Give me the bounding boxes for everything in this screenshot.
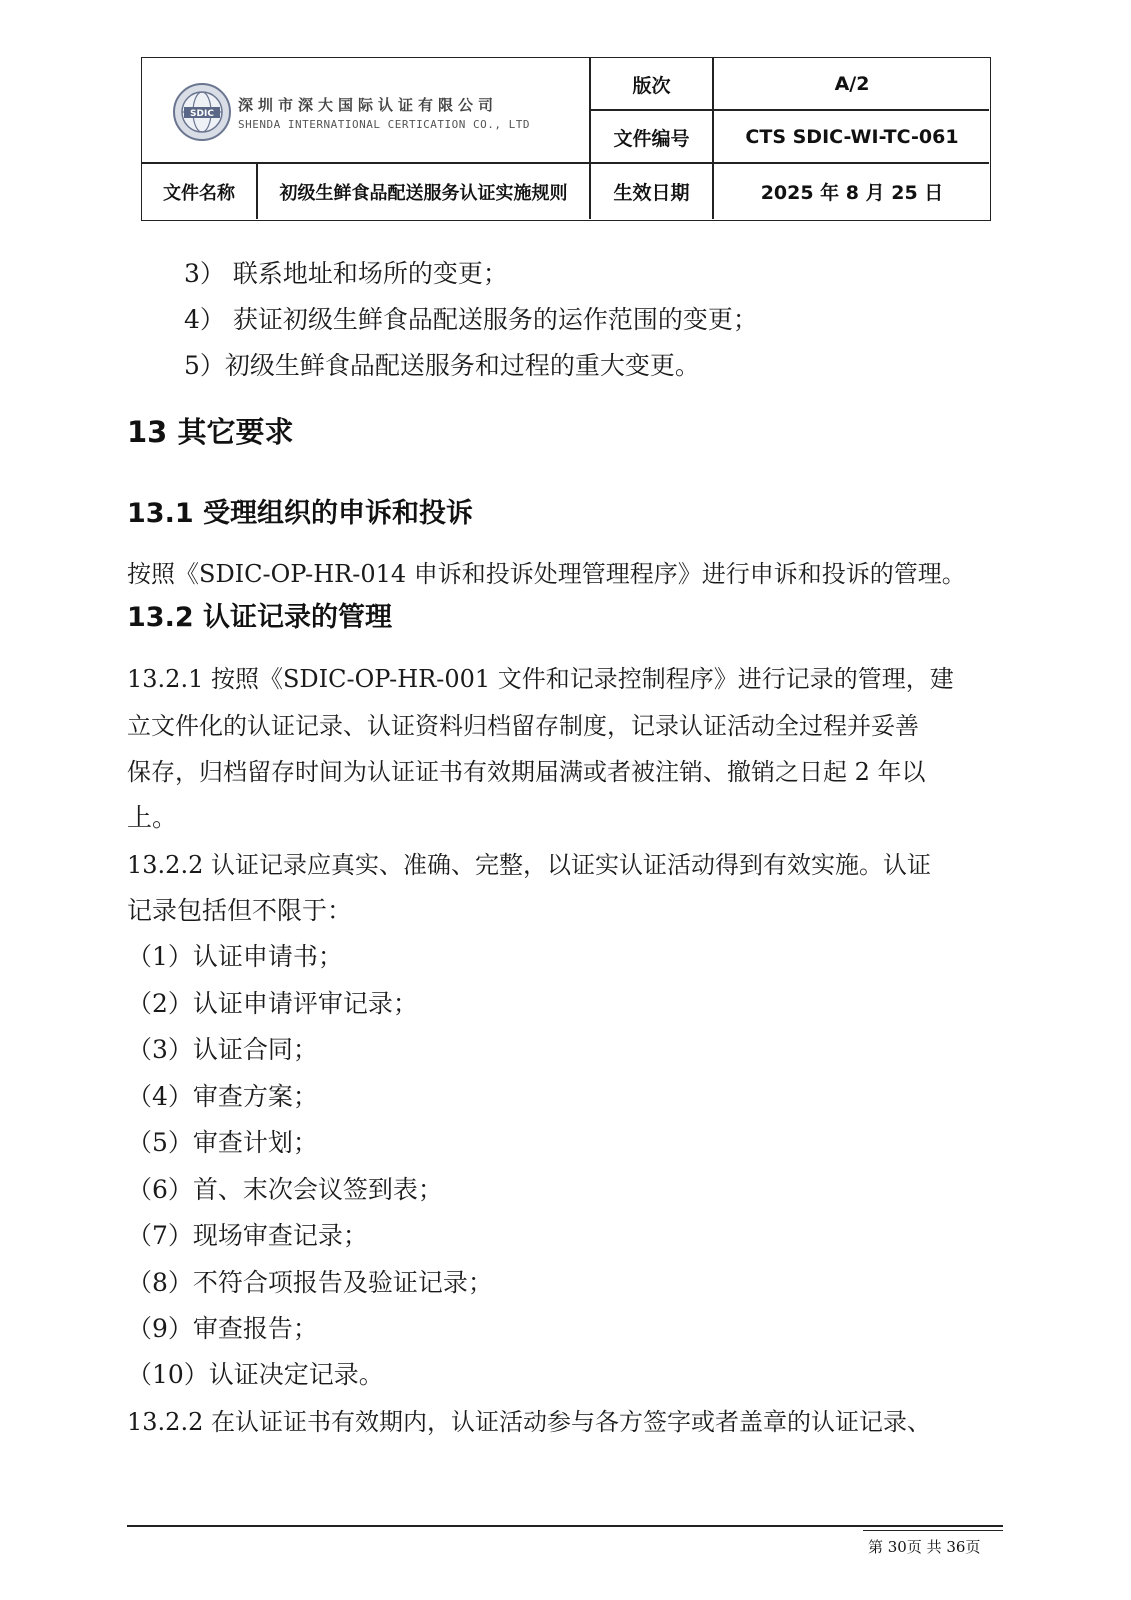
- company-logo-block: [142, 58, 602, 165]
- section-13-1-paragraph: 按照《SDIC-OP-HR-014 申诉和投诉处理管理程序》进行申诉和投诉的管理。: [127, 560, 966, 588]
- para-13-2-2-line1: 13.2.2 认证记录应真实、准确、完整，以证实认证活动得到有效实施。认证: [127, 851, 931, 879]
- record-item-3: （3）认证合同；: [127, 1035, 318, 1064]
- list-item-5: 5）初级生鲜食品配送服务和过程的重大变更。: [184, 351, 700, 380]
- para-13-2-2b-line1: 13.2.2 在认证证书有效期内，认证活动参与各方签字或者盖章的认证记录、: [127, 1408, 931, 1436]
- record-item-10: （10）认证决定记录。: [127, 1360, 384, 1389]
- footer-rule-short: [863, 1530, 1003, 1531]
- page-number: 第 30页 共 36页: [868, 1538, 981, 1556]
- doc-name-value: 初级生鲜食品配送服务认证实施规则: [279, 182, 568, 204]
- company-name-cn: 深圳市深大国际认证有限公司: [238, 96, 499, 114]
- record-item-4: （4）审查方案；: [127, 1082, 318, 1111]
- doc-name-label: 文件名称: [163, 182, 235, 204]
- logo-label: SDIC: [190, 109, 214, 119]
- effective-date-label: 生效日期: [613, 182, 690, 204]
- section-13-heading: 13 其它要求: [127, 415, 294, 449]
- effective-date-value: 2025 年 8 月 25 日: [760, 182, 944, 204]
- para-13-2-1-line4: 上。: [127, 803, 178, 832]
- version-value: A/2: [834, 73, 870, 95]
- para-13-2-1-line2: 立文件化的认证记录、认证资料归档留存制度，记录认证活动全过程并妥善: [127, 712, 919, 740]
- para-13-2-2-line2: 记录包括但不限于：: [127, 896, 353, 925]
- doc-number-value: CTS SDIC-WI-TC-061: [745, 126, 959, 148]
- record-item-5: （5）审查计划；: [127, 1128, 318, 1157]
- para-13-2-1-line3: 保存，归档留存时间为认证证书有效期届满或者被注销、撤销之日起 2 年以: [127, 758, 926, 786]
- record-item-7: （7）现场审查记录；: [127, 1221, 368, 1250]
- doc-number-label: 文件编号: [613, 127, 690, 150]
- record-item-9: （9）审查报告；: [127, 1314, 318, 1343]
- section-13-2-heading: 13.2 认证记录的管理: [127, 602, 393, 633]
- record-item-1: （1）认证申请书；: [127, 942, 343, 971]
- company-name-en: SHENDA INTERNATIONAL CERTICATION CO., LTD: [238, 118, 531, 131]
- record-item-8: （8）不符合项报告及验证记录；: [127, 1268, 493, 1297]
- list-item-4: 4） 获证初级生鲜食品配送服务的运作范围的变更；: [184, 305, 758, 334]
- para-13-2-1-line1: 13.2.1 按照《SDIC-OP-HR-001 文件和记录控制程序》进行记录的管理，建: [127, 665, 954, 693]
- record-item-6: （6）首、末次会议签到表；: [127, 1175, 443, 1204]
- version-label: 版次: [632, 74, 671, 97]
- footer-rule: [127, 1525, 1003, 1527]
- record-item-2: （2）认证申请评审记录；: [127, 989, 418, 1018]
- list-item-3: 3） 联系地址和场所的变更；: [184, 259, 508, 288]
- document-header-table: [141, 57, 991, 221]
- company-logo-icon: [172, 82, 232, 142]
- section-13-1-heading: 13.1 受理组织的申诉和投诉: [127, 498, 474, 529]
